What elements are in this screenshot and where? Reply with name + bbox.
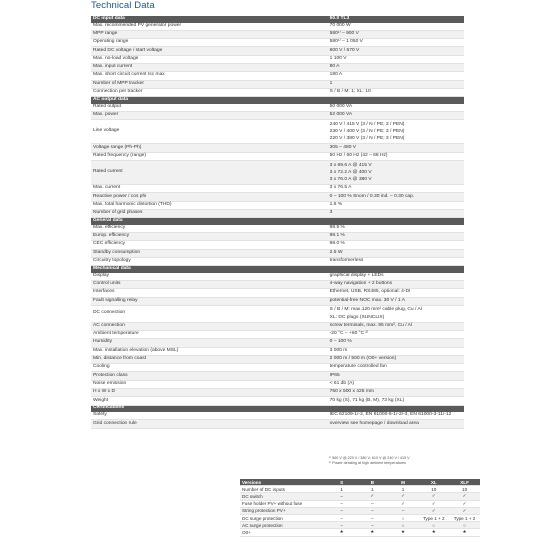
spec-value-line: 52 000 VA <box>329 112 353 118</box>
spec-label: Cooling <box>91 364 328 372</box>
spec-value <box>328 193 464 201</box>
versions-row <box>240 529 480 536</box>
feature-value: ★ <box>449 529 480 536</box>
spec-value-line: 3 x 76.5 A <box>329 185 352 191</box>
spec-value <box>328 201 464 209</box>
spec-value <box>328 305 464 322</box>
spec-label: Max. current <box>91 185 328 193</box>
spec-value <box>328 152 464 160</box>
section-title: Mechanical data <box>91 266 328 273</box>
spec-value-line: Ethernet, USB, RS485, optional: 4-DI <box>329 289 411 295</box>
spec-value <box>328 380 464 388</box>
page-title: Technical Data <box>91 0 155 11</box>
version-column-header: XL <box>418 479 449 486</box>
spec-value <box>328 372 464 380</box>
spec-row <box>91 380 464 388</box>
spec-value-line: 4-way navigation + 2 buttons <box>329 281 393 287</box>
spec-value <box>328 80 464 88</box>
spec-row <box>91 322 464 330</box>
spec-value <box>328 420 464 428</box>
spec-label: Operating range <box>91 39 328 47</box>
spec-row <box>91 257 464 265</box>
spec-label: Europ. efficiency <box>91 233 328 241</box>
spec-value <box>328 389 464 397</box>
spec-row <box>91 185 464 193</box>
feature-value: ✓ <box>388 493 419 500</box>
spec-value <box>328 339 464 347</box>
spec-row <box>91 80 464 88</box>
spec-label: Voltage range (Ph-Ph) <box>91 144 328 152</box>
spec-label: Min. distance from coast <box>91 355 328 363</box>
spec-row <box>91 412 464 420</box>
spec-row <box>91 160 464 184</box>
spec-value-line: screw terminals, max. 95 mm², Cu / Al <box>329 322 412 328</box>
section-header <box>91 218 464 225</box>
versions-row <box>240 500 480 507</box>
spec-value-line: 1.6 % <box>329 201 343 207</box>
spec-label: Reactive power / cos phi <box>91 193 328 201</box>
feature-value: Type 1 + 2 <box>418 514 449 521</box>
spec-value-line: transformerless <box>329 258 364 264</box>
versions-row <box>240 486 480 493</box>
feature-value: ✓ <box>418 507 449 514</box>
spec-value-line: 580¹⁾ – 900 V <box>329 30 359 36</box>
spec-row <box>91 152 464 160</box>
versions-header <box>240 479 480 486</box>
spec-row <box>91 120 464 144</box>
spec-value-line: 3 x 76.0 A @ 380 V <box>329 177 372 183</box>
spec-value-line: 3 x 72.2 A @ 400 V <box>329 169 372 175</box>
spec-row <box>91 209 464 217</box>
feature-value: – <box>357 514 388 521</box>
spec-row <box>91 23 464 31</box>
spec-row <box>91 273 464 281</box>
spec-value-line: IP65 <box>329 372 340 378</box>
spec-value-line: 190 A <box>329 72 343 78</box>
feature-value: ★ <box>357 529 388 536</box>
spec-value-line: 240 V / 415 V (3 / N / PE; 3 / PEN) <box>329 121 405 127</box>
versions-row <box>240 493 480 500</box>
feature-value: ✓ <box>418 500 449 507</box>
spec-row <box>91 297 464 305</box>
section-title: Certifications <box>91 405 328 412</box>
spec-value <box>328 233 464 241</box>
model-header: 50.0 TL3 <box>328 16 464 23</box>
spec-value-line: 3 x 69.6 A @ 415 V <box>329 162 372 168</box>
spec-value-line: temperature controlled fan <box>329 364 387 370</box>
spec-value <box>328 30 464 38</box>
spec-row <box>91 233 464 241</box>
section-title: General data <box>91 218 328 225</box>
spec-row <box>91 63 464 71</box>
feature-value: – <box>357 507 388 514</box>
spec-label: Max. recommended PV generator power <box>91 23 328 31</box>
spec-label: Weight <box>91 397 328 405</box>
spec-value <box>328 330 464 338</box>
spec-value-line: S / B / M: max.120 mm² cable plug, Cu / Al <box>329 307 422 313</box>
feature-value: ✓ <box>357 493 388 500</box>
spec-row <box>91 241 464 249</box>
spec-label: Max. installation elevation (above MSL) <box>91 347 328 355</box>
versions-table <box>240 479 480 537</box>
spec-row <box>91 330 464 338</box>
versions-title: Versions <box>240 479 326 486</box>
versions-row <box>240 522 480 529</box>
feature-label: Fuse holder PV+ without fuse <box>240 500 326 507</box>
feature-value: – <box>326 522 357 529</box>
feature-value: – <box>326 500 357 507</box>
spec-row <box>91 47 464 55</box>
spec-value-line: 1 100 V <box>329 55 347 61</box>
spec-label: H x W x D <box>91 389 328 397</box>
footnote: ¹⁾ 560 V @ 220 V / 380 V; 610 V @ 240 V / 415 V <box>329 456 410 460</box>
spec-label: Fault signalling relay <box>91 297 328 305</box>
spec-value <box>328 120 464 144</box>
spec-row <box>91 420 464 428</box>
spec-row <box>91 339 464 347</box>
spec-value-line: 70 000 W <box>329 22 351 28</box>
spec-value-line: S / B / M: 1; XL: 10 <box>329 89 371 95</box>
feature-value: 1 <box>357 486 388 493</box>
feature-label: O0+ <box>240 529 326 536</box>
spec-value <box>328 322 464 330</box>
spec-table <box>91 16 464 429</box>
spec-label: Rated output <box>91 104 328 112</box>
feature-value: 10 <box>449 486 480 493</box>
spec-row <box>91 72 464 80</box>
spec-label: Protection class <box>91 372 328 380</box>
spec-value-line: < 61 db (A) <box>329 380 354 386</box>
version-column-header: XLF <box>449 479 480 486</box>
feature-label: String protection PV+ <box>240 507 326 514</box>
version-column-header: S <box>326 479 357 486</box>
spec-label: DC connection <box>91 305 328 322</box>
spec-row <box>91 289 464 297</box>
spec-label: CEC efficiency <box>91 241 328 249</box>
footnote: ²⁾ Power derating at high ambient temperatures <box>329 461 406 465</box>
spec-value <box>328 39 464 47</box>
spec-row <box>91 389 464 397</box>
feature-value: – <box>326 493 357 500</box>
spec-row <box>91 55 464 63</box>
spec-label: Circuitry topology <box>91 257 328 265</box>
spec-value-line: 80 A <box>329 64 340 70</box>
spec-row <box>91 280 464 288</box>
spec-label: Max. efficiency <box>91 225 328 233</box>
spec-label: Rated DC voltage / start voltage <box>91 47 328 55</box>
spec-value-line: 2 000 m / 500 m (O0+ version) <box>329 356 397 362</box>
feature-value: ○ <box>449 522 480 529</box>
spec-label: Number of MPP tracker <box>91 80 328 88</box>
spec-value <box>328 273 464 281</box>
spec-label: Noise emission <box>91 380 328 388</box>
spec-value-line: 3 <box>329 210 333 216</box>
spec-label: Standby consumption <box>91 249 328 257</box>
spec-value-line: overview see homepage / download area <box>329 420 419 426</box>
spec-label: Connection per tracker <box>91 88 328 96</box>
versions-row <box>240 507 480 514</box>
feature-value: ○ <box>388 522 419 529</box>
spec-label: Humidity <box>91 339 328 347</box>
spec-value <box>328 104 464 112</box>
feature-label: AC surge protection <box>240 522 326 529</box>
spec-value <box>328 280 464 288</box>
spec-row <box>91 193 464 201</box>
spec-value <box>328 23 464 31</box>
spec-value <box>328 88 464 96</box>
spec-value-line: 98.1 % <box>329 233 345 239</box>
spec-label: Number of grid phases <box>91 209 328 217</box>
feature-value: – <box>326 507 357 514</box>
spec-value-line: graphical display + LEDs <box>329 272 384 278</box>
spec-value <box>328 72 464 80</box>
spec-value-line: 0 – 100 % Snom / 0.30 ind. – 0.30 cap. <box>329 193 415 199</box>
spec-value <box>328 225 464 233</box>
spec-value-line: 0 – 100 % <box>329 339 352 345</box>
spec-label: Ambient temperature <box>91 330 328 338</box>
spec-value <box>328 412 464 420</box>
spec-value-line: XL: DC plugs (SUNCLIX) <box>329 314 385 320</box>
version-column-header: B <box>357 479 388 486</box>
version-column-header: M <box>388 479 419 486</box>
feature-value: ★ <box>418 529 449 536</box>
spec-row <box>91 364 464 372</box>
footnotes <box>329 456 464 466</box>
page-header <box>0 0 550 12</box>
spec-row <box>91 104 464 112</box>
spec-value <box>328 55 464 63</box>
spec-value <box>328 47 464 55</box>
spec-value <box>328 144 464 152</box>
spec-label: Max. power <box>91 111 328 119</box>
versions-row <box>240 514 480 521</box>
feature-label: DC switch <box>240 493 326 500</box>
spec-value-line: 70 kg (S), 71 kg (B, M), 73 kg (XL) <box>329 397 405 403</box>
section-title: AC output data <box>91 97 328 104</box>
feature-value: Type 1 + 2 <box>449 514 480 521</box>
spec-value-line: 98.5 % <box>329 224 345 230</box>
spec-label: Max. short circuit current Isc max <box>91 72 328 80</box>
spec-value-line: 230 V / 400 V (3 / N / PE; 3 / PEN) <box>329 129 405 135</box>
feature-value: 1 <box>388 486 419 493</box>
spec-value-line: 50 000 VA <box>329 103 353 109</box>
feature-value: ✓ <box>449 500 480 507</box>
spec-row <box>91 347 464 355</box>
spec-row <box>91 249 464 257</box>
spec-label: Max. no-load voltage <box>91 55 328 63</box>
spec-value <box>328 209 464 217</box>
spec-value-line: 50 Hz / 60 Hz (42 – 68 Hz) <box>329 152 388 158</box>
section-header <box>91 97 464 104</box>
feature-value: ★ <box>388 529 419 536</box>
spec-value-line: IEC 62109-1/-2, EN 61000-6-1/-2/-3, EN 61000-3-11/-12 <box>329 412 452 418</box>
feature-value: – <box>388 507 419 514</box>
spec-value <box>328 257 464 265</box>
spec-row <box>91 144 464 152</box>
section-title: DC input data <box>91 16 328 23</box>
feature-value: 10 <box>418 486 449 493</box>
spec-value-line: 600 V / 670 V <box>329 47 360 53</box>
spec-value <box>328 249 464 257</box>
spec-label: MPP range <box>91 30 328 38</box>
spec-row <box>91 355 464 363</box>
spec-value-line: 760 x 500 x 425 mm <box>329 389 374 395</box>
spec-row <box>91 397 464 405</box>
spec-value <box>328 160 464 184</box>
spec-value <box>328 289 464 297</box>
feature-value: ○ <box>388 514 419 521</box>
spec-value-line: 2.5 W <box>329 249 343 255</box>
section-header <box>91 266 464 273</box>
spec-label: Rated frequency (range) <box>91 152 328 160</box>
feature-value: – <box>357 522 388 529</box>
feature-value: 1 <box>326 486 357 493</box>
spec-value <box>328 397 464 405</box>
spec-value-line: 3 000 m <box>329 347 348 353</box>
feature-value: ○ <box>418 522 449 529</box>
spec-label: Display <box>91 273 328 281</box>
spec-value <box>328 364 464 372</box>
spec-value-line: 98.0 % <box>329 241 345 247</box>
spec-value-line: 305 – 480 V <box>329 144 357 150</box>
spec-label: Control units <box>91 280 328 288</box>
feature-value: ✓ <box>449 493 480 500</box>
spec-row <box>91 30 464 38</box>
spec-value <box>328 111 464 119</box>
spec-row <box>91 372 464 380</box>
feature-value: ✓ <box>388 500 419 507</box>
spec-row <box>91 225 464 233</box>
spec-value-line: 1 <box>329 80 333 86</box>
spec-row <box>91 88 464 96</box>
spec-row <box>91 305 464 322</box>
spec-value <box>328 63 464 71</box>
spec-label: Max. input current <box>91 63 328 71</box>
spec-value-line: potential-free NOC max. 30 V / 1 A <box>329 297 405 303</box>
spec-value <box>328 241 464 249</box>
feature-value: ★ <box>326 529 357 536</box>
spec-value-line: 220 V / 380 V (3 / N / PE; 3 / PEN) <box>329 136 405 142</box>
spec-value-line: -20 °C – +60 °C ²⁾ <box>329 331 369 337</box>
spec-label: Max. total harmonic distortion (THD) <box>91 201 328 209</box>
feature-label: DC surge protection <box>240 514 326 521</box>
spec-label: Interfaces <box>91 289 328 297</box>
spec-row <box>91 39 464 47</box>
feature-value: ✓ <box>449 507 480 514</box>
spec-label: Rated current <box>91 160 328 184</box>
spec-value <box>328 347 464 355</box>
spec-value-line: 580¹⁾ – 1 050 V <box>329 39 363 45</box>
spec-value <box>328 355 464 363</box>
feature-label: Number of DC inputs <box>240 486 326 493</box>
feature-value: – <box>326 514 357 521</box>
spec-label: Line voltage <box>91 120 328 144</box>
spec-row <box>91 111 464 119</box>
spec-value <box>328 297 464 305</box>
spec-label: AC connection <box>91 322 328 330</box>
spec-value <box>328 185 464 193</box>
spec-label: Grid connection rule <box>91 420 328 428</box>
spec-row <box>91 201 464 209</box>
feature-value: ✓ <box>418 493 449 500</box>
feature-value: – <box>357 500 388 507</box>
spec-label: Safety <box>91 412 328 420</box>
